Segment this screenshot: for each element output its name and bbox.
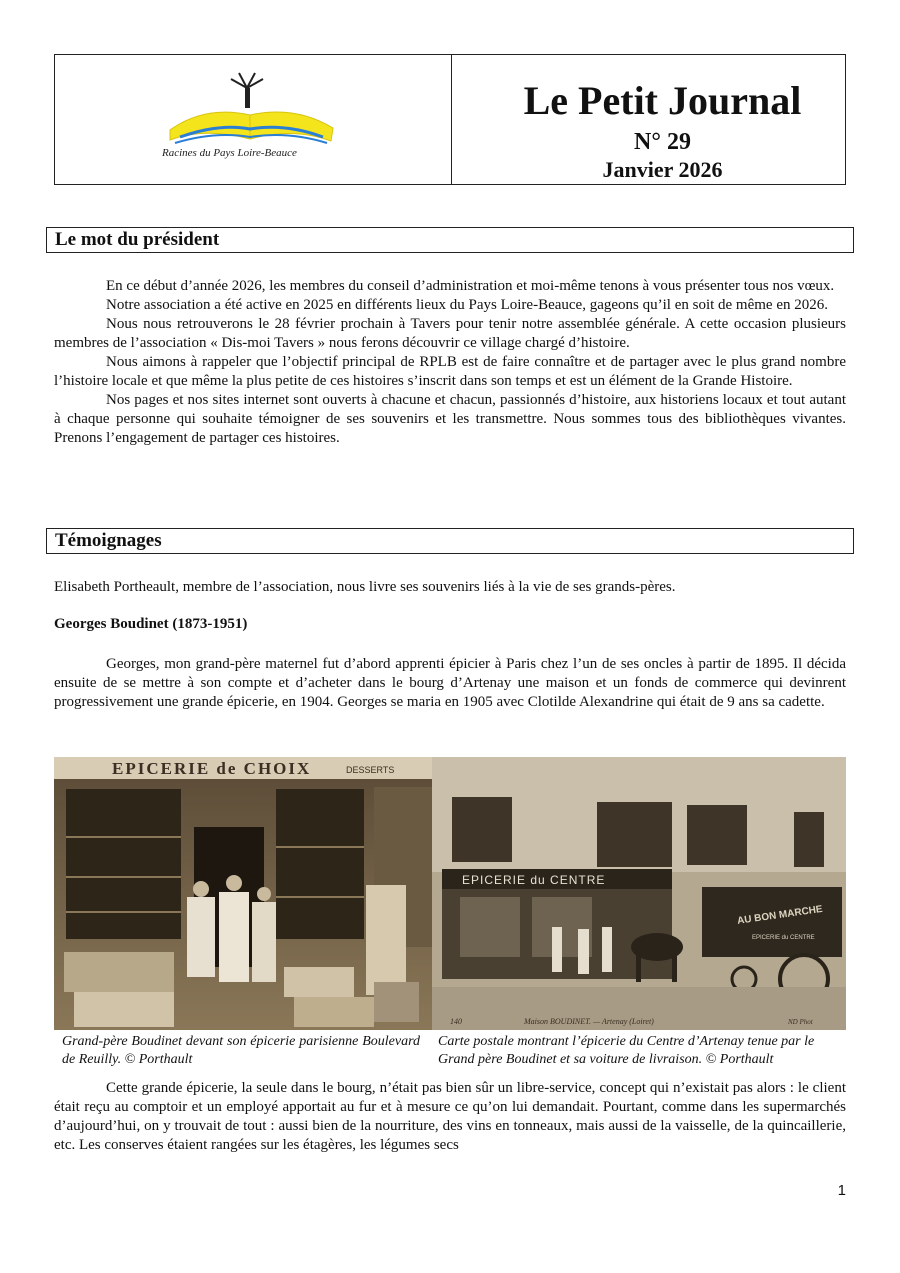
section-heading-testimonies: Témoignages — [46, 528, 854, 554]
paragraph: Elisabeth Portheault, membre de l’association, nous livre ses souvenirs liés à la vie de ses grands-pères. — [54, 579, 676, 595]
caption-artenay-postcard: Carte postale montrant l’épicerie du Centre d’Artenay tenue par le Grand père Boudinet et sa voiture de livraison. © Porthault — [438, 1034, 815, 1067]
postcard-shop-sign: EPICERIE du CENTRE — [462, 873, 606, 887]
logo-cell — [55, 55, 452, 184]
postcard-number: 140 — [450, 1017, 462, 1026]
shop-sign-side: DESSERTS — [346, 765, 395, 775]
page-number: 1 — [837, 1182, 846, 1199]
artenay-postcard-image — [432, 757, 846, 1030]
paragraph: Cette grande épicerie, la seule dans le bourg, n’était pas bien sûr un libre-service, concept qui n’existait pas alors : le client était reçu au comptoir et un employé apportait au fur et à mesure ce qu’on lui demandait. Pourtant, comme dans les supermarchés d’aujourd’hui, on y trouvait de tout : aussi bien de la nourriture, des vins en tonneaux, mais aussi de la vaisselle, de la quincaillerie, etc. Les conserves étaient rangées sur les étagères, les légumes secs — [54, 1080, 846, 1153]
title-cell — [452, 55, 845, 184]
issue-number: N° 29 — [634, 129, 691, 155]
wagon-sub: EPICERIE du CENTRE — [752, 935, 815, 941]
postcard-photographer: ND Phot — [788, 1018, 813, 1026]
masthead — [54, 54, 846, 185]
photo-artenay-postcard — [432, 757, 846, 1030]
paris-shop-image — [54, 757, 432, 1030]
section-heading-president: Le mot du président — [46, 227, 854, 253]
paragraph: En ce début d’année 2026, les membres du conseil d’administration et moi-même tenons à vous présenter tous nos vœux. — [106, 278, 835, 294]
shop-sign: EPICERIE de CHOIX — [112, 759, 312, 778]
journal-title: Le Petit Journal — [523, 78, 802, 123]
photo-paris-shop — [54, 757, 432, 1030]
caption-paris-shop: Grand-père Boudinet devant son épicerie parisienne Boulevard de Reuilly. © Porthault — [62, 1034, 420, 1067]
paragraph: Nous aimons à rappeler que l’objectif principal de RPLB est de faire connaître et de partager avec le plus grand nombre l’histoire locale et que même la plus petite de ces histoires s’inscrit dans son temps et est un élément de la Grande Histoire. — [54, 354, 846, 389]
testimonies-intro — [54, 578, 846, 597]
subheading-georges: Georges Boudinet (1873-1951) — [54, 616, 248, 632]
association-logo — [55, 55, 451, 184]
issue-date: Janvier 2026 — [602, 157, 723, 182]
georges-text — [54, 655, 846, 712]
postcard-label: Maison BOUDINET. — Artenay (Loiret) — [524, 1017, 654, 1026]
paragraph: Notre association a été active en 2025 en différents lieux du Pays Loire-Beauce, gageons qu’il en soit de même en 2026. — [106, 297, 828, 313]
logo-caption: Racines du Pays Loire-Beauce — [162, 147, 297, 159]
president-text — [54, 277, 846, 448]
wagon-sign: AU BON MARCHE — [736, 903, 824, 927]
paragraph: Nous nous retrouverons le 28 février prochain à Tavers pour tenir notre assemblée générale. A cette occasion plusieurs membres de l’association « Dis-moi Tavers » nous ferons découvrir ce village chargé d’histoire. — [54, 316, 846, 351]
shop-description — [54, 1079, 846, 1155]
paragraph: Nos pages et nos sites internet sont ouverts à chacune et chacun, passionnés d’histoire, aux historiens locaux et tout autant à chaque personne qui souhaite témoigner de ses souvenirs et les transmettre. Nous sommes tous des bibliothèques vivantes. Prenons l’engagement de partager ces histoires. — [54, 392, 846, 446]
paragraph: Georges, mon grand-père maternel fut d’abord apprenti épicier à Paris chez l’un de ses oncles à partir de 1895. Il décida ensuite de se mettre à son compte et d’acheter dans le bourg d’Artenay une maison et un fonds de commerce qui devinrent progressivement une grande épicerie, en 1904. Georges se maria en 1905 avec Clotilde Alexandrine qui était de 9 ans sa cadette. — [54, 656, 846, 710]
